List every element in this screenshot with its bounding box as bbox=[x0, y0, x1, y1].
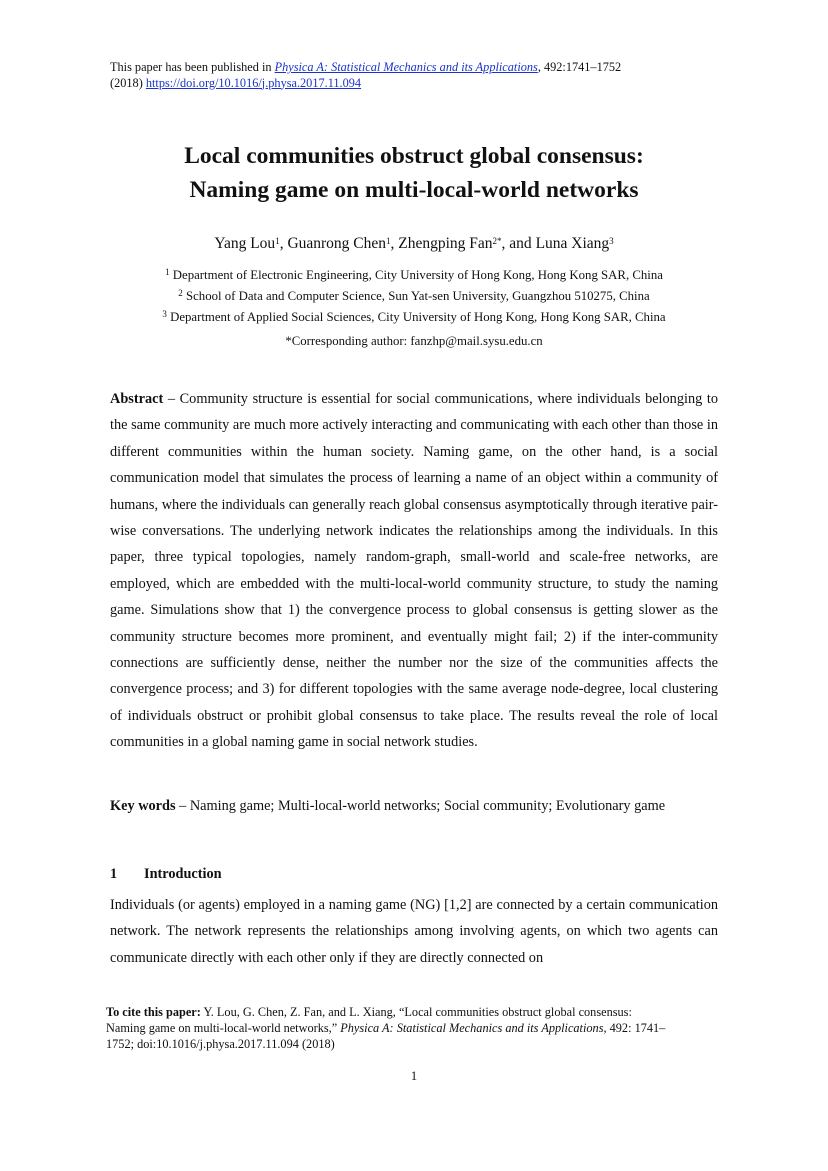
paper-title bbox=[0, 139, 828, 207]
affiliation-text: Department of Electronic Engineering, City University of Hong Kong, Hong Kong SAR, China bbox=[169, 268, 663, 282]
abstract-label: Abstract bbox=[110, 391, 164, 407]
author-list bbox=[0, 234, 828, 254]
section-number: 1 bbox=[110, 866, 118, 882]
citation-journal: Physica A: Statistical Mechanics and its Applications bbox=[340, 1021, 604, 1035]
abstract-text: Community structure is essential for social communications, where individuals belonging to the same community are much more actively interacting and communicating with each other than those in different communities within the human society. Naming game, on the other hand, is a social communication model that simulates the process of learning a name of an object within a community of humans, where the individuals can generally reach global consensus asymptotically through iterative pair-wise conversations. The underlying network indicates the relationships among the individuals. In this paper, three typical topologies, namely random-graph, small-world and scale-free networks, are employed, which are embedded with the multi-local-world community structure, to study the naming game. Simulations show that 1) the convergence process to global consensus is getting slower as the community structure becomes more prominent, and eventually might fail; 2) if the inter-community connections are sufficiently dense, neither the number nor the size of the communities affects the convergence process; and 3) for different topologies with the same average node-degree, local clustering of individuals obstruct or prohibit global consensus to take place. The results reveal the role of local communities in a global naming game in social network studies. bbox=[110, 391, 719, 751]
title-line-2: Naming game on multi-local-world networks bbox=[189, 177, 639, 203]
author-mark: 1 bbox=[275, 236, 280, 246]
author-mark: 2* bbox=[492, 236, 502, 246]
citation-details: , 492: 1741–1752; doi:10.1016/j.physa.2017.11.094 (2018) bbox=[106, 1021, 666, 1051]
pub-prefix: This paper has been published in bbox=[110, 60, 275, 74]
keywords-text: Naming game; Multi-local-world networks; Social community; Evolutionary game bbox=[189, 798, 666, 814]
doi-link[interactable]: https://doi.org/10.1016/j.physa.2017.11.094 bbox=[145, 75, 362, 90]
abstract bbox=[110, 386, 718, 756]
author-separator: , bbox=[279, 235, 288, 252]
citation-authors: Y. Lou, G. Chen, Z. Fan, and L. Xiang, “Local communities obstruct global consensus: Naming game on multi-local-world networks,” bbox=[106, 1005, 632, 1035]
affiliation-mark: 3 bbox=[162, 309, 167, 319]
affiliation-mark: 1 bbox=[165, 267, 170, 277]
keywords-dash: – bbox=[175, 798, 190, 814]
introduction-paragraph: Individuals (or agents) employed in a naming game (NG) [1,2] are connected by a certain communication network. The network represents the relationships among involving agents, on which two agents can communicate directly with each other only if they are directly connected on bbox=[110, 897, 718, 966]
publication-note bbox=[110, 60, 720, 91]
author-mark: 3 bbox=[609, 236, 614, 246]
author-separator: , and bbox=[501, 235, 536, 252]
pub-suffix: , 492:1741–1752 bbox=[537, 60, 622, 74]
author-name: Luna Xiang bbox=[535, 235, 610, 252]
author-name: Yang Lou bbox=[214, 235, 276, 252]
section-title: Introduction bbox=[144, 866, 222, 882]
author-name: Guanrong Chen bbox=[287, 235, 387, 252]
abstract-dash: – bbox=[163, 391, 180, 407]
keywords bbox=[110, 795, 718, 817]
affiliation-2 bbox=[0, 286, 828, 307]
corresponding-author: *Corresponding author: fanzhp@mail.sysu.edu.cn bbox=[285, 334, 543, 348]
affiliation-text: Department of Applied Social Sciences, City University of Hong Kong, Hong Kong SAR, China bbox=[166, 310, 666, 324]
author-mark: 1 bbox=[386, 236, 391, 246]
citation-note bbox=[106, 1004, 666, 1052]
citation-label: To cite this paper: bbox=[106, 1005, 201, 1019]
title-line-1: Local communities obstruct global consensus: bbox=[184, 143, 644, 169]
affiliations bbox=[0, 265, 828, 352]
author-separator: , bbox=[390, 235, 399, 252]
author-name: Zhengping Fan bbox=[398, 235, 493, 252]
affiliation-1 bbox=[0, 265, 828, 286]
affiliation-mark: 2 bbox=[178, 288, 183, 298]
page-number: 1 bbox=[410, 1069, 418, 1083]
affiliation-3 bbox=[0, 307, 828, 328]
journal-link[interactable]: Physica A: Statistical Mechanics and its Applications bbox=[274, 60, 538, 74]
keywords-label: Key words bbox=[110, 798, 176, 814]
section-heading bbox=[110, 863, 222, 885]
pub-year: (2018) bbox=[110, 75, 146, 90]
affiliation-text: School of Data and Computer Science, Sun Yat-sen University, Guangzhou 510275, China bbox=[182, 289, 650, 303]
